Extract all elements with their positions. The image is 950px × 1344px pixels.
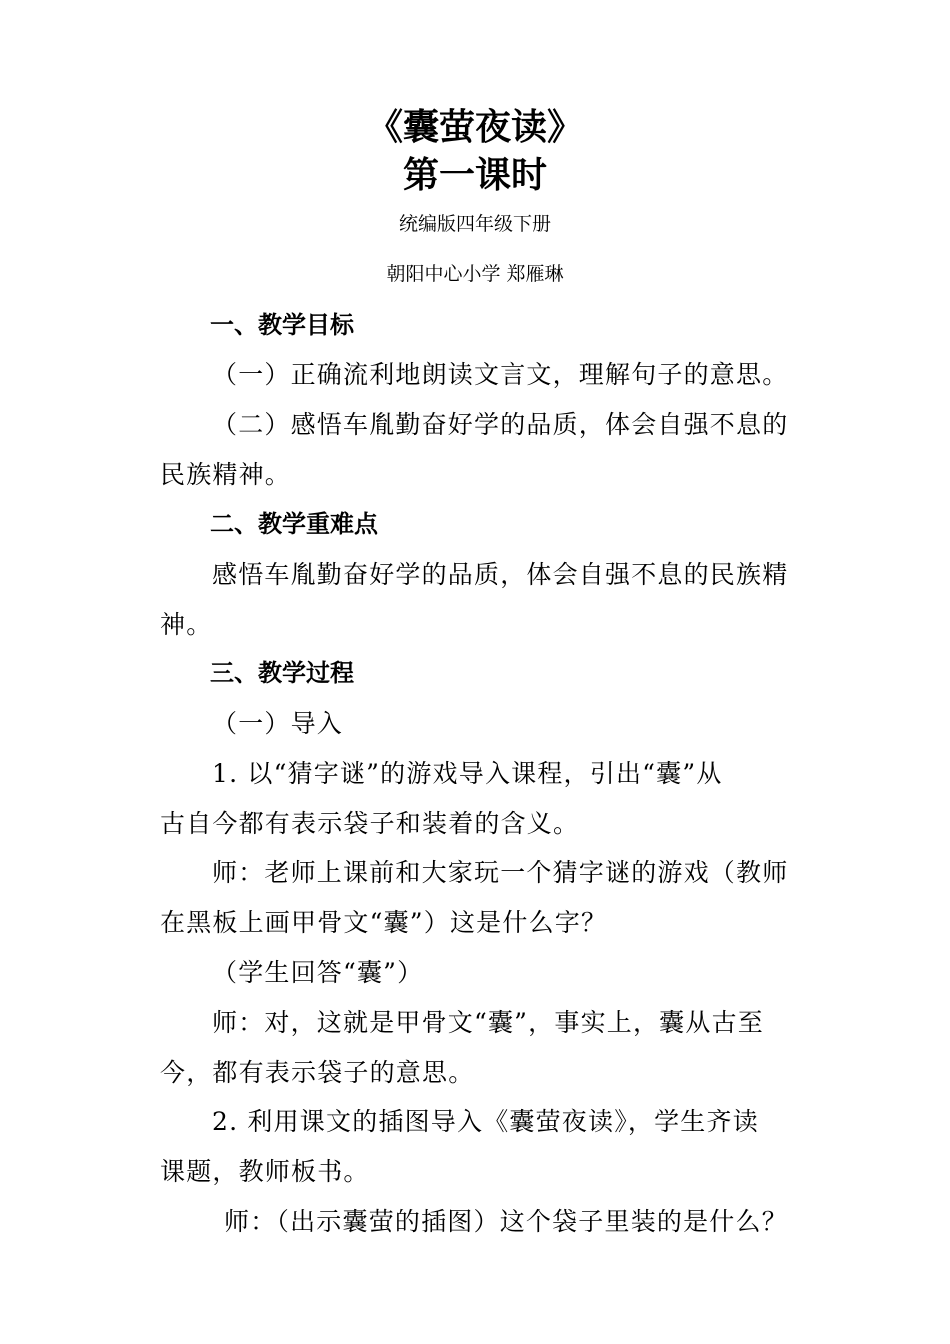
key-points-line-1: 感悟车胤勤奋好学的品质，体会自强不息的民族精: [212, 560, 789, 589]
teacher-line-1a: 师：老师上课前和大家玩一个猜字谜的游戏（教师: [212, 858, 789, 887]
step-1-line-1: 1. 以“猜字谜”的游戏导入课程，引出“囊”从: [212, 759, 723, 788]
lesson-subtitle: 第一课时: [402, 155, 547, 196]
student-answer: （学生回答“囊”）: [212, 958, 424, 987]
teacher-line-1b: 在黑板上画甲骨文“囊”）这是什么字？: [160, 908, 608, 937]
process-heading: 三、教学过程: [210, 659, 354, 687]
goal-2-line-1: （二）感悟车胤勤奋好学的品质，体会自强不息的: [212, 410, 789, 439]
teacher-line-2a: 师：对，这就是甲骨文“囊”，事实上，囊从古至: [212, 1008, 764, 1037]
teacher-line-2b: 今，都有表示袋子的意思。: [160, 1058, 475, 1087]
step-2-line-2: 课题，教师板书。: [160, 1157, 370, 1186]
goal-2-line-2: 民族精神。: [160, 460, 292, 489]
edition-line: 统编版四年级下册: [398, 213, 551, 235]
key-points-heading: 二、教学重难点: [210, 510, 378, 538]
goal-1: （一）正确流利地朗读文言文，理解句子的意思。: [212, 360, 789, 389]
lesson-title: 《囊萤夜读》: [366, 107, 583, 148]
step-2-line-1: 2. 利用课文的插图导入《囊萤夜读》，学生齐读: [212, 1107, 759, 1136]
teacher-line-3: 师：（出示囊萤的插图）这个袋子里装的是什么？: [224, 1207, 788, 1236]
step-1-line-2: 古自今都有表示袋子和装着的含义。: [160, 809, 580, 838]
intro-heading: （一）导入: [212, 709, 344, 738]
author-line: 朝阳中心小学 郑雁琳: [386, 263, 564, 285]
goals-heading: 一、教学目标: [210, 311, 354, 339]
key-points-line-2: 神。: [160, 610, 213, 639]
